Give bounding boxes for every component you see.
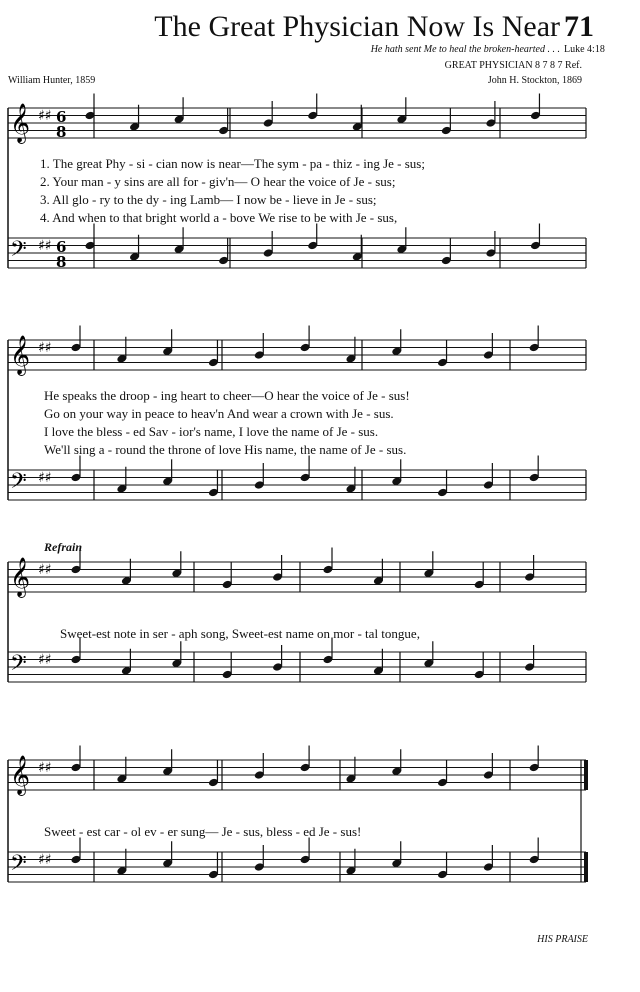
treble-clef: 𝄞 xyxy=(10,103,31,143)
scripture-reference: Luke 4:18 xyxy=(564,44,605,55)
music-system-1 xyxy=(0,90,640,315)
bass-clef: 𝄢 xyxy=(10,651,27,681)
verse-1-line-1: 1. The great Phy - si - cian now is near—The sym - pa - thiz - ing Je - sus; xyxy=(40,156,425,171)
key-signature-sharps: ♯♯ xyxy=(38,470,52,486)
hymn-title: The Great Physician Now Is Near xyxy=(154,10,560,43)
key-signature-sharps: ♯♯ xyxy=(38,852,52,868)
key-signature-sharps: ♯♯ xyxy=(38,562,52,578)
verse-4-line-2: We'll sing a - round the throne of love His name, the name of Je - sus. xyxy=(44,442,407,457)
key-signature-sharps: ♯♯ xyxy=(38,340,52,356)
time-signature-top: 6 xyxy=(56,108,67,126)
hymn-number: 71 xyxy=(564,10,594,43)
bass-clef: 𝄢 xyxy=(10,851,27,881)
verse-1-line-2: He speaks the droop - ing heart to cheer—O hear the voice of Je - sus! xyxy=(44,388,410,403)
author-credit: William Hunter, 1859 xyxy=(8,75,96,86)
verse-4-line-1: 4. And when to that bright world a - bove We rise to be with Je - sus, xyxy=(40,210,398,225)
verse-2-line-1: 2. Your man - y sins are all for - giv'n— O hear the voice of Je - sus; xyxy=(40,174,396,189)
time-signature-bottom: 8 xyxy=(56,253,67,271)
key-signature-sharps: ♯♯ xyxy=(38,238,52,254)
refrain-label: Refrain xyxy=(44,540,83,554)
scripture-quote: He hath sent Me to heal the broken-hearted . . . xyxy=(370,44,560,55)
music-system-refrain-2 xyxy=(0,742,640,922)
verse-3-line-2: I love the bless - ed Sav - ior's name, I love the name of Je - sus. xyxy=(44,424,379,439)
key-signature-sharps: ♯♯ xyxy=(38,652,52,668)
verse-3-line-1: 3. All glo - ry to the dy - ing Lamb— I now be - lieve in Je - sus; xyxy=(40,192,377,207)
verse-2-line-2: Go on your way in peace to heav'n And wear a crown with Je - sus. xyxy=(44,406,394,421)
treble-clef: 𝄞 xyxy=(10,755,31,795)
publisher-credit: HIS PRAISE xyxy=(537,934,588,945)
refrain-line-2: Sweet - est car - ol ev - er sung— Je - sus, bless - ed Je - sus! xyxy=(44,824,362,839)
treble-clef: 𝄞 xyxy=(10,335,31,375)
music-system-2 xyxy=(0,322,640,532)
bass-clef: 𝄢 xyxy=(10,237,27,267)
time-signature-bottom: 8 xyxy=(56,123,67,141)
staff-lines xyxy=(0,540,640,700)
refrain-line-1: Sweet-est note in ser - aph song, Sweet-est name on mor - tal tongue, xyxy=(60,626,420,641)
treble-clef: 𝄞 xyxy=(10,557,31,597)
composer-credit: John H. Stockton, 1869 xyxy=(487,75,582,86)
tune-name: GREAT PHYSICIAN 8 7 8 7 Ref. xyxy=(444,60,582,71)
key-signature-sharps: ♯♯ xyxy=(38,108,52,124)
music-system-refrain-1 xyxy=(0,540,640,700)
key-signature-sharps: ♯♯ xyxy=(38,760,52,776)
bass-clef: 𝄢 xyxy=(10,469,27,499)
time-signature-top: 6 xyxy=(56,238,67,256)
